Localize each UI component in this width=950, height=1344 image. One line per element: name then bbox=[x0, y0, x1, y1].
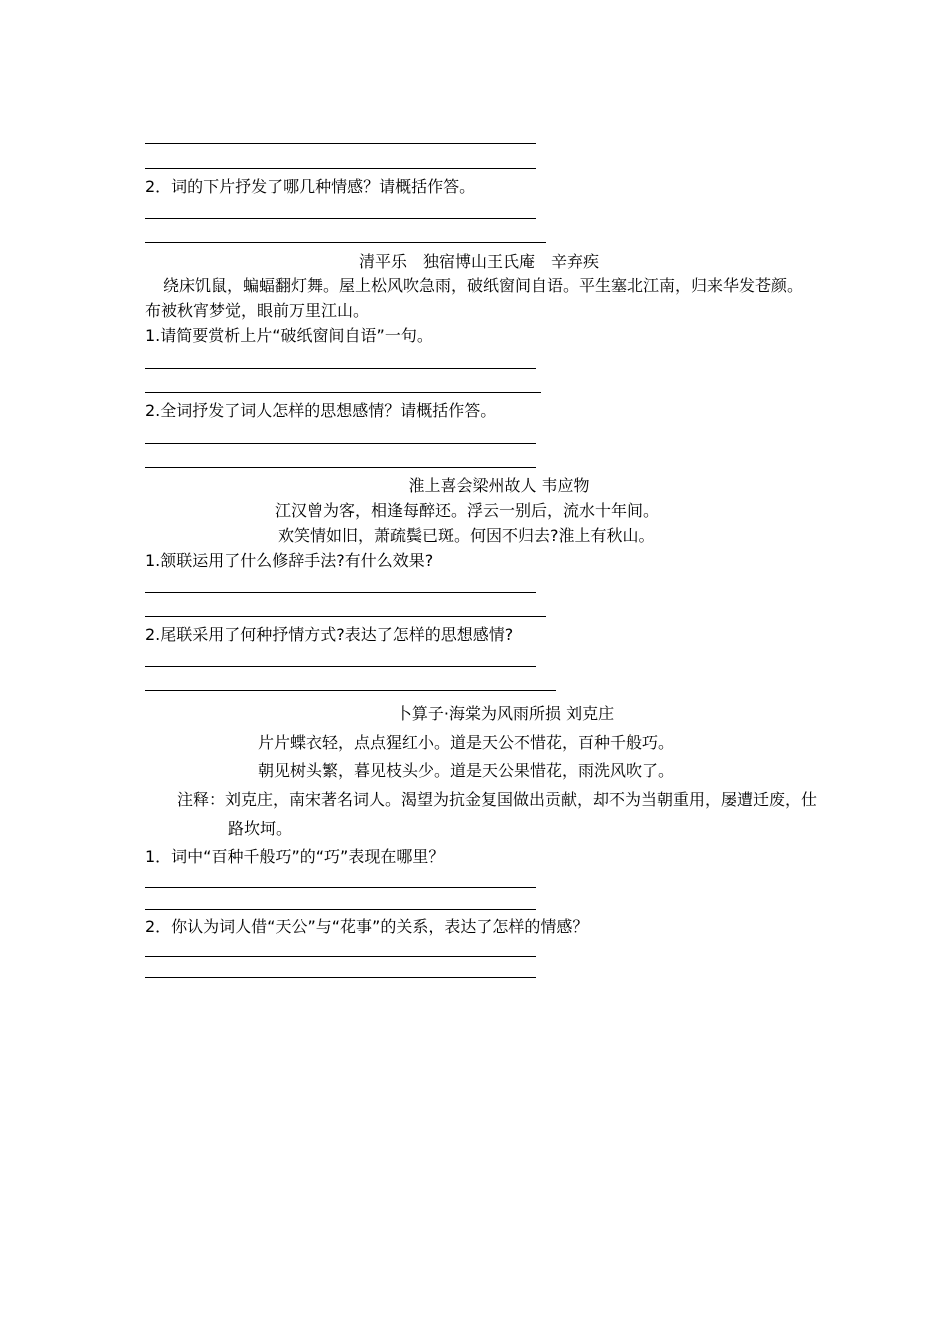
answer-line[interactable] bbox=[145, 368, 536, 369]
annotation: 路坎坷。 bbox=[228, 819, 293, 838]
answer-line[interactable] bbox=[145, 956, 536, 957]
answer-line[interactable] bbox=[145, 690, 556, 691]
answer-line[interactable] bbox=[145, 443, 536, 444]
poem-line: 朝见树头繁，暮见枝头少。道是天公果惜花，雨洗风吹了。 bbox=[258, 761, 675, 780]
answer-line[interactable] bbox=[145, 242, 546, 243]
question-1: 1．词中“百种千般巧”的“巧”表现在哪里？ bbox=[145, 847, 445, 866]
poem-line: 片片蝶衣轻，点点猩红小。道是天公不惜花，百种千般巧。 bbox=[258, 733, 675, 752]
answer-line[interactable] bbox=[145, 143, 536, 144]
answer-line[interactable] bbox=[145, 666, 536, 667]
question-2: 2.全词抒发了词人怎样的思想感情？请概括作答。 bbox=[145, 401, 497, 420]
answer-line[interactable] bbox=[145, 467, 536, 468]
answer-line[interactable] bbox=[145, 616, 546, 617]
question-2: 2.尾联采用了何种抒情方式?表达了怎样的思想感情? bbox=[145, 625, 514, 644]
answer-line[interactable] bbox=[145, 592, 536, 593]
annotation: 注释：刘克庄，南宋著名词人。渴望为抗金复国做出贡献，却不为当朝重用，屡遭迁废，仕 bbox=[177, 790, 818, 809]
poem-line: 欢笑情如旧，萧疏鬓已斑。何因不归去?淮上有秋山。 bbox=[278, 526, 655, 545]
answer-line[interactable] bbox=[145, 887, 536, 888]
poem-title: 淮上喜会梁州故人 韦应物 bbox=[408, 476, 590, 495]
question-1: 1.请简要赏析上片“破纸窗间自语”一句。 bbox=[145, 326, 433, 345]
question-2: 2．你认为词人借“天公”与“花事”的关系，表达了怎样的情感？ bbox=[145, 917, 589, 936]
answer-line[interactable] bbox=[145, 909, 536, 910]
question-1: 1.颔联运用了什么修辞手法?有什么效果? bbox=[145, 551, 434, 570]
answer-line[interactable] bbox=[145, 977, 536, 978]
poem-title: 卜算子·海棠为风雨所损 刘克庄 bbox=[395, 704, 615, 723]
poem-line: 江汉曾为客，相逢每醉还。浮云一别后，流水十年间。 bbox=[275, 501, 660, 520]
answer-line[interactable] bbox=[145, 218, 536, 219]
poem-title: 清平乐 独宿博山王氏庵 辛弃疾 bbox=[358, 252, 599, 271]
answer-line[interactable] bbox=[145, 168, 536, 169]
poem-body-line: 布被秋宵梦觉，眼前万里江山。 bbox=[145, 301, 370, 320]
poem-body-line: 绕床饥鼠，蝙蝠翻灯舞。屋上松风吹急雨，破纸窗间自语。平生塞北江南，归来华发苍颜。 bbox=[163, 276, 804, 295]
question-2: 2．词的下片抒发了哪几种情感？请概括作答。 bbox=[145, 177, 476, 196]
answer-line[interactable] bbox=[145, 392, 541, 393]
